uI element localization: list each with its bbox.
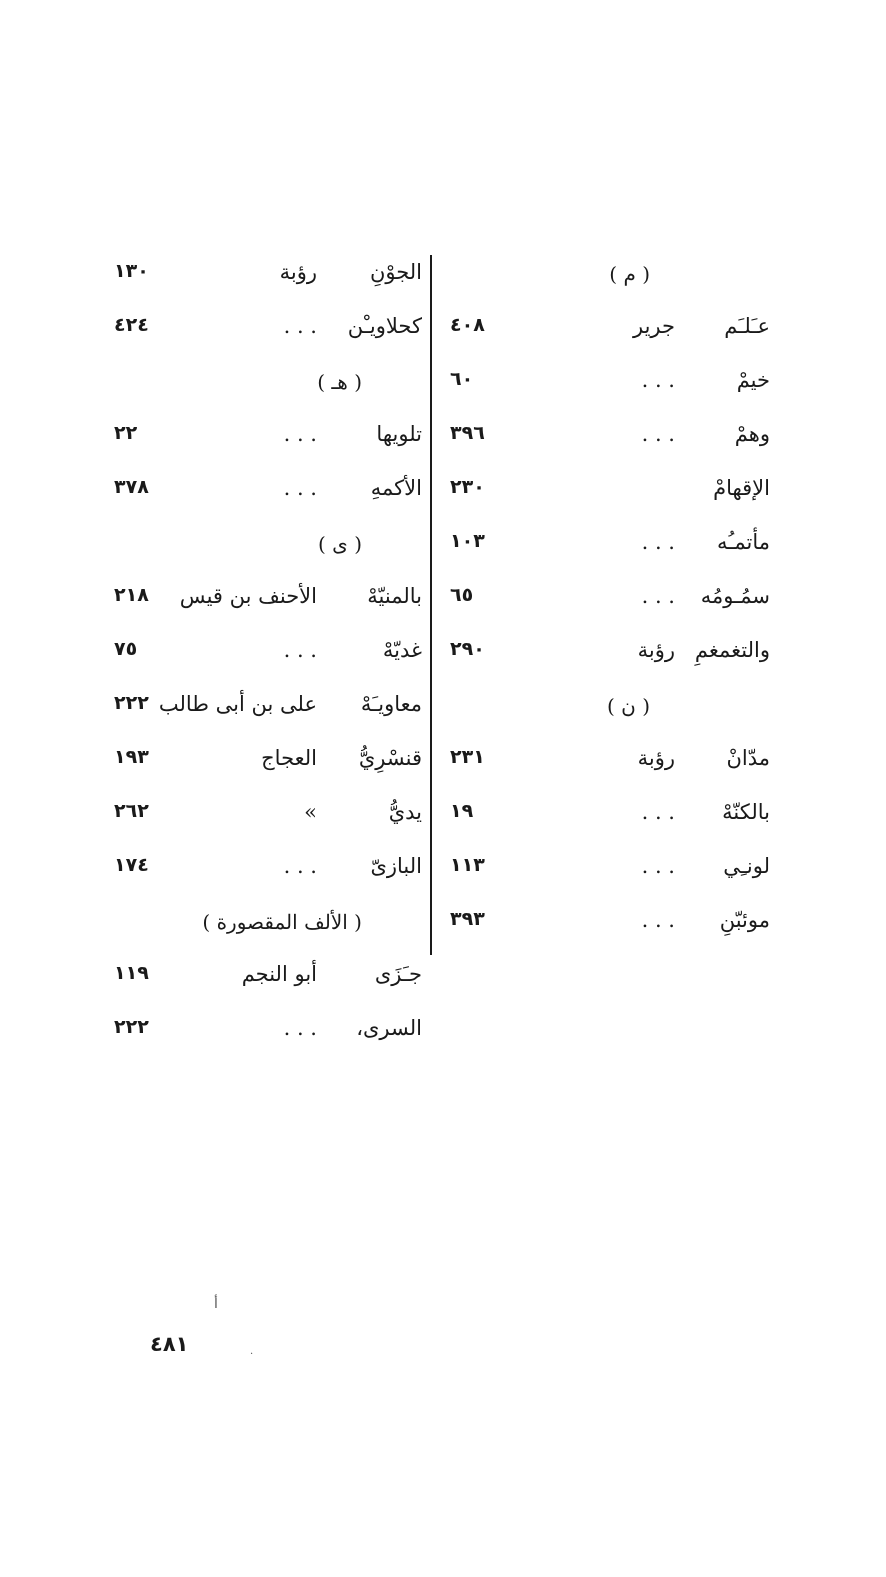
page-reference: ٢١٨ — [114, 584, 149, 606]
index-entry — [100, 1006, 422, 1060]
poet-name: . . . — [283, 314, 317, 338]
page-reference: ٢٢٢ — [114, 692, 149, 714]
page-reference: ١١٩ — [114, 962, 149, 984]
poet-name: » — [304, 800, 317, 824]
rhyme-word: الأكمهِ — [370, 476, 422, 500]
section-heading — [100, 898, 422, 952]
page-number: ٤٨١ — [150, 1332, 189, 1356]
rhyme-word: يديُّ — [388, 800, 422, 824]
poet-name: . . . — [283, 638, 317, 662]
page-reference: ٤٢٤ — [114, 314, 149, 336]
poet-name: . . . — [283, 422, 317, 446]
poet-name: . . . — [641, 530, 675, 554]
rhyme-word: عـَلـَم — [724, 314, 770, 338]
poet-name: جرير — [633, 314, 675, 338]
poet-name: الأحنف بن قيس — [179, 584, 317, 608]
index-entry — [100, 250, 422, 304]
page-reference: ١١٣ — [450, 854, 485, 876]
index-entry — [440, 628, 770, 682]
page-reference: ٢٣٠ — [450, 476, 485, 498]
index-entry — [100, 574, 422, 628]
rhyme-word: غديّهْ — [382, 638, 422, 662]
poet-name: رؤبة — [279, 260, 317, 284]
index-entry — [100, 682, 422, 736]
poet-name: العجاج — [261, 746, 317, 770]
poet-name: . . . — [283, 854, 317, 878]
page-reference: ٦٥ — [450, 584, 474, 606]
poet-name: . . . — [641, 800, 675, 824]
page-reference: ٣٩٦ — [450, 422, 485, 444]
dot-mark: . — [250, 1346, 254, 1357]
index-entry — [100, 736, 422, 790]
section-heading — [440, 682, 770, 736]
rhyme-word: بالكنّهْ — [722, 800, 770, 824]
index-entry — [440, 790, 770, 844]
index-entry — [440, 358, 770, 412]
rhyme-word: الجوْنِ — [369, 260, 422, 284]
index-entry — [100, 844, 422, 898]
page-reference: ٦٠ — [450, 368, 474, 390]
index-entry — [440, 304, 770, 358]
column-divider — [430, 255, 432, 955]
section-heading — [100, 358, 422, 412]
index-entry — [440, 898, 770, 952]
index-entry — [440, 574, 770, 628]
rhyme-word: سمُـومُه — [700, 584, 770, 608]
rhyme-word: مأتمـُه — [716, 530, 770, 554]
section-heading-label: ( ن ) — [606, 694, 650, 718]
page-reference: ٢٣١ — [450, 746, 485, 768]
rhyme-word: جـَزَى — [374, 962, 422, 986]
poet-name: . . . — [641, 422, 675, 446]
index-entry — [440, 412, 770, 466]
poet-name: . . . — [283, 1016, 317, 1040]
rhyme-word: بالمنيّهْ — [367, 584, 422, 608]
rhyme-word: معاويـَهْ — [360, 692, 422, 716]
page-reference: ١٩ — [450, 800, 474, 822]
page-reference: ١٠٣ — [450, 530, 485, 552]
rhyme-word: كحلاويـْن — [347, 314, 422, 338]
page-reference: ١٩٣ — [114, 746, 149, 768]
rhyme-word: قنسْرِيُّ — [358, 746, 422, 770]
index-entry — [440, 736, 770, 790]
index-entry — [440, 844, 770, 898]
rhyme-word: والتغمغمِ — [694, 638, 770, 662]
page-reference: ١٣٠ — [114, 260, 149, 282]
index-entry — [100, 628, 422, 682]
index-entry — [100, 790, 422, 844]
section-heading-label: ( هـ ) — [317, 370, 362, 394]
rhyme-word: تلويها — [376, 422, 422, 446]
index-entry — [100, 466, 422, 520]
page-reference: ٤٠٨ — [450, 314, 485, 336]
rhyme-word: مدّانْ — [726, 746, 770, 770]
index-entry — [100, 952, 422, 1006]
poet-name: . . . — [641, 908, 675, 932]
poet-name: أبو النجم — [241, 962, 317, 986]
index-entry — [100, 412, 422, 466]
section-heading — [440, 250, 770, 304]
rhyme-word: لونـِي — [723, 854, 770, 878]
poet-name: . . . — [641, 368, 675, 392]
stray-mark: أ — [214, 1296, 218, 1312]
poet-name: رؤبة — [637, 638, 675, 662]
page-reference: ٢٢٢ — [114, 1016, 149, 1038]
poet-name: رؤبة — [637, 746, 675, 770]
rhyme-index-right-column — [440, 250, 770, 952]
poet-name: . . . — [283, 476, 317, 500]
index-entry — [440, 466, 770, 520]
rhyme-word: السرى، — [356, 1016, 422, 1040]
page-reference: ٢٩٠ — [450, 638, 485, 660]
rhyme-word: الإقهامْ — [713, 476, 770, 500]
rhyme-word: وهمْ — [734, 422, 770, 446]
poet-name: . . . — [641, 854, 675, 878]
page-reference: ٢٢ — [114, 422, 138, 444]
section-heading-label: ( ى ) — [318, 532, 362, 556]
page-reference: ١٧٤ — [114, 854, 149, 876]
poet-name: على بن أبى طالب — [158, 692, 317, 716]
section-heading — [100, 520, 422, 574]
page-reference: ٢٦٢ — [114, 800, 149, 822]
page-reference: ٧٥ — [114, 638, 138, 660]
rhyme-word: موئبّنِ — [719, 908, 770, 932]
section-heading-label: ( م ) — [609, 262, 650, 286]
rhyme-word: خيمْ — [736, 368, 770, 392]
poet-name: . . . — [641, 584, 675, 608]
rhyme-index-left-column — [100, 250, 422, 1060]
index-entry — [440, 520, 770, 574]
index-entry — [100, 304, 422, 358]
section-heading-label: ( الألف المقصورة ) — [202, 910, 362, 934]
rhyme-word: البازىّ — [370, 854, 422, 878]
page-reference: ٣٩٣ — [450, 908, 485, 930]
page-reference: ٣٧٨ — [114, 476, 149, 498]
